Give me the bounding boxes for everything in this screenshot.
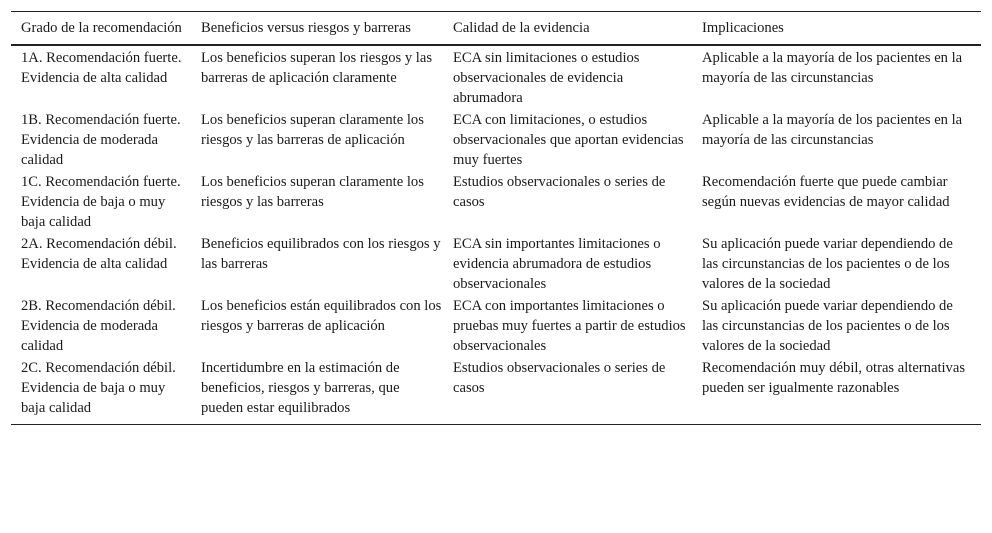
cell-implications: Recomendación fuerte que puede cambiar según nuevas evidencias de mayor calidad [702,174,950,210]
cell-evidence-quality: ECA sin limitaciones o estudios observacionales de evidencia abrumadora [453,50,640,106]
cell-grade: 2C. Recomendación débil. Evidencia de baja o muy baja calidad [21,360,176,416]
cell-benefits: Los beneficios están equilibrados con los riesgos y barreras de aplicación [201,298,442,334]
cell-benefits: Incertidumbre en la estimación de beneficios, riesgos y barreras, que pueden estar equilibrados [201,360,400,416]
cell-evidence-quality: ECA con limitaciones, o estudios observacionales que aportan evidencias muy fuertes [453,112,684,168]
cell-grade: 2B. Recomendación débil. Evidencia de moderada calidad [21,298,176,354]
cell-grade: 1A. Recomendación fuerte. Evidencia de alta calidad [21,50,182,86]
header-benefits: Beneficios versus riesgos y barreras [201,20,411,36]
cell-benefits: Beneficios equilibrados con los riesgos y las barreras [201,236,441,272]
cell-grade: 1B. Recomendación fuerte. Evidencia de moderada calidad [21,112,181,168]
table-row [11,48,981,108]
cell-evidence-quality: ECA con importantes limitaciones o pruebas muy fuertes a partir de estudios observacionales [453,298,686,354]
cell-grade: 2A. Recomendación débil. Evidencia de alta calidad [21,236,177,272]
cell-implications: Aplicable a la mayoría de los pacientes en la mayoría de las circunstancias [702,112,963,148]
cell-implications: Aplicable a la mayoría de los pacientes en la mayoría de las circunstancias [702,50,963,86]
cell-evidence-quality: ECA sin importantes limitaciones o evidencia abrumadora de estudios observacionales [453,236,661,292]
cell-grade: 1C. Recomendación fuerte. Evidencia de baja o muy baja calidad [21,174,181,230]
header-grade: Grado de la recomendación [21,20,182,36]
header-implications: Implicaciones [702,20,784,36]
cell-benefits: Los beneficios superan claramente los riesgos y las barreras de aplicación [201,112,424,148]
table-row [11,234,981,294]
table-header [11,12,981,46]
recommendation-table [11,11,981,425]
cell-benefits: Los beneficios superan los riesgos y las barreras de aplicación claramente [201,50,433,86]
cell-benefits: Los beneficios superan claramente los riesgos y las barreras [201,174,424,210]
cell-implications: Su aplicación puede variar dependiendo de las circunstancias de los pacientes o de los valores de la sociedad [702,298,953,354]
table-row [11,358,981,418]
table-row [11,296,981,356]
cell-implications: Recomendación muy débil, otras alternativas pueden ser igualmente razonables [702,360,966,396]
cell-evidence-quality: Estudios observacionales o series de casos [453,360,666,396]
table-row [11,110,981,170]
cell-implications: Su aplicación puede variar dependiendo de las circunstancias de los pacientes o de los valores de la sociedad [702,236,953,292]
header-evidence-quality: Calidad de la evidencia [453,20,590,36]
table-body [11,46,981,424]
table-row [11,172,981,232]
cell-evidence-quality: Estudios observacionales o series de casos [453,174,666,210]
